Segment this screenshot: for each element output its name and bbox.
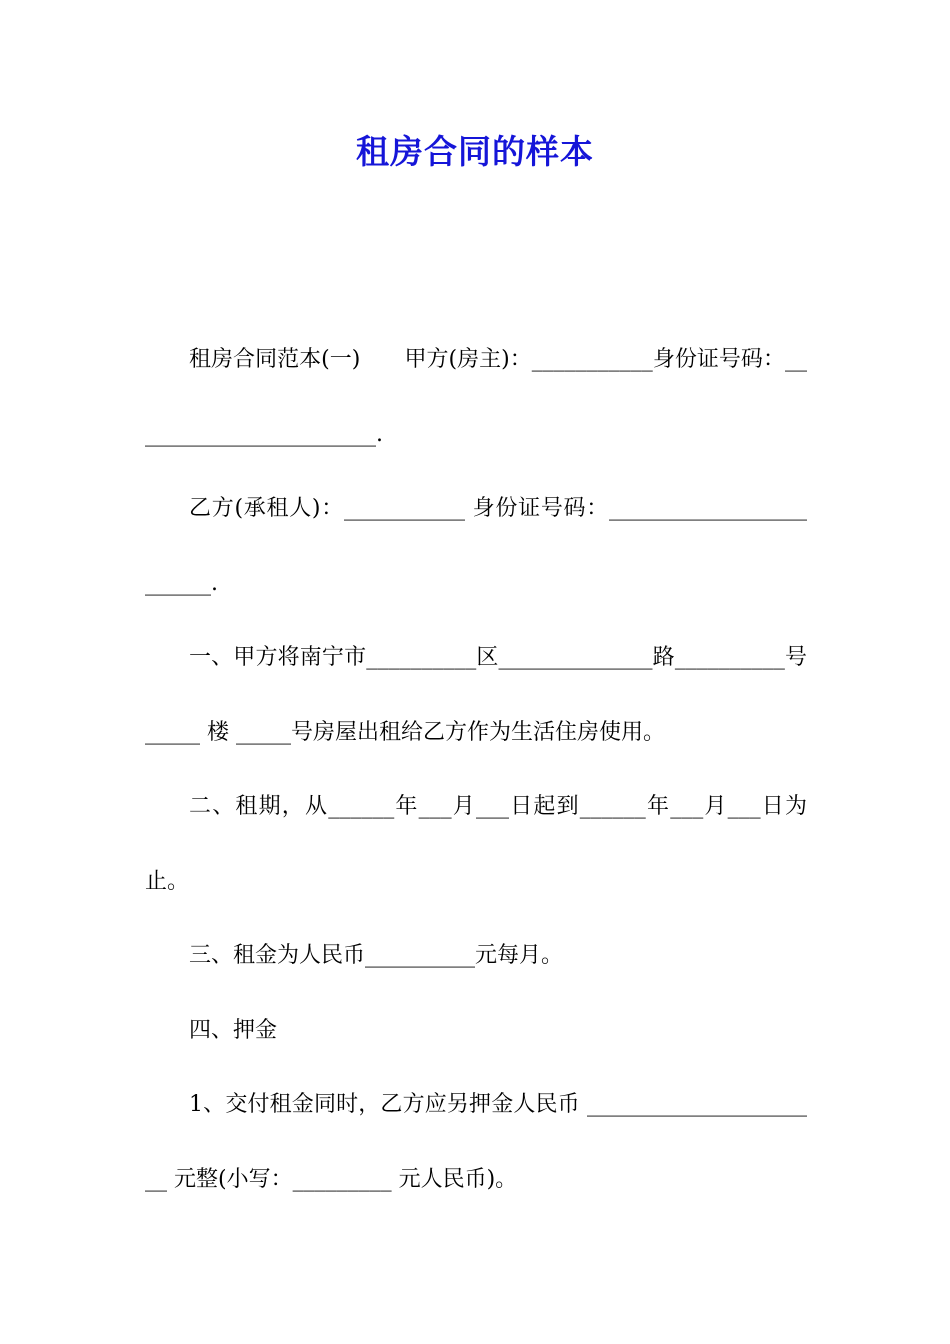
paragraph-clause-1-property: 一、甲方将南宁市__________区______________路__________号 _____ 楼 _____号房屋出租给乙方作为生活住房使用。 [145, 645, 807, 745]
paragraph-clause-3-rent: 三、租金为人民币__________元每月。 [189, 943, 564, 968]
document-title: 租房合同的样本 [356, 132, 594, 171]
paragraph-parties-landlord: 租房合同范本(一) 甲方(房主)：___________身份证号码：_______________________. [145, 347, 807, 447]
contract-body [145, 323, 807, 1217]
paragraph-tenant: 乙方(承租人)：___________ 身份证号码：________________________. [145, 496, 807, 596]
paragraph-clause-2-term: 二、租期，从______年___月___日起到______年___月___日为止。 [145, 794, 807, 894]
paragraph-clause-4-1-deposit-amount: 1、交付租金同时，乙方应另押金人民币 ______________________ 元整(小写：_________ 元人民币)。 [145, 1092, 807, 1192]
paragraph-clause-4-deposit: 四、押金 [189, 1017, 278, 1043]
